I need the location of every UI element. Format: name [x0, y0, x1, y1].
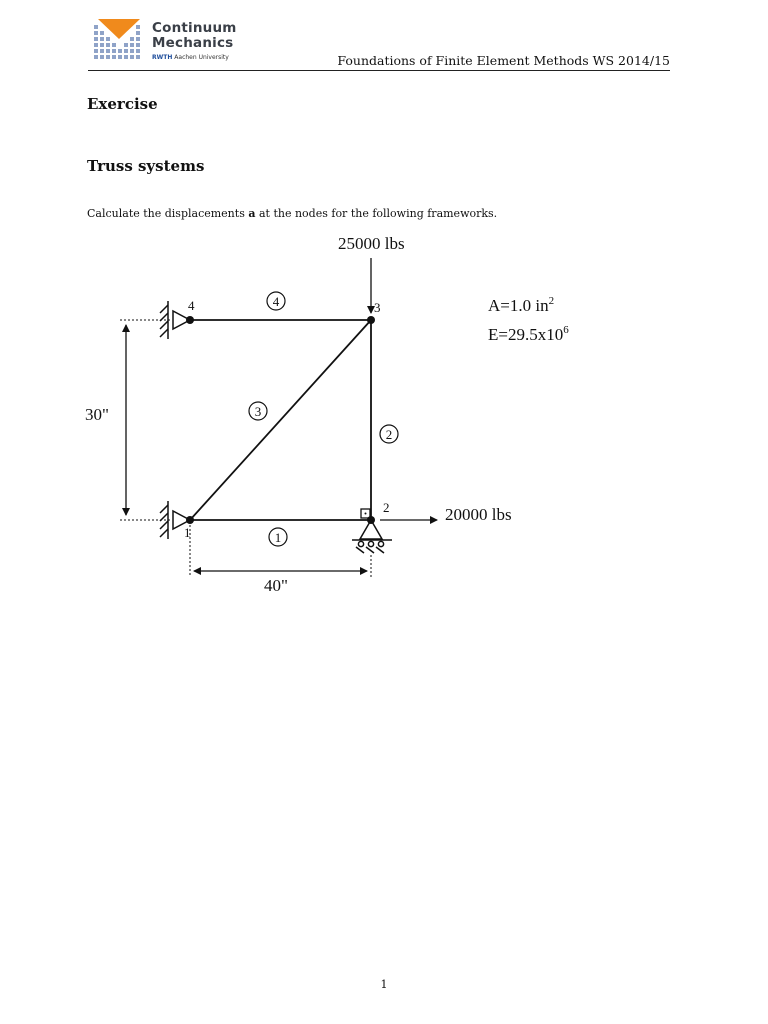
modulus-label: $E=29.5x10^6$ — [488, 324, 569, 344]
logo-emblem-icon — [92, 17, 146, 65]
continuum-mechanics-logo — [92, 17, 272, 65]
roller-support-node-2 — [352, 520, 392, 553]
node-label-1: 1 — [184, 525, 191, 540]
node-label-2: 2 — [383, 500, 390, 515]
page-number: 1 — [380, 978, 388, 991]
svg-text:1: 1 — [274, 530, 282, 545]
logo-subtitle: RWTH Aachen University — [152, 54, 229, 61]
intro-text: Calculate the displacements a at the nodes for the following frameworks. — [87, 207, 498, 220]
subsection-title: Truss systems — [87, 157, 205, 175]
height-dimension-label: 30" — [85, 405, 109, 424]
horizontal-load-label: 20000 lbs — [445, 505, 512, 524]
truss-figure — [80, 225, 600, 605]
header-rule — [88, 70, 670, 71]
area-label: A=1.0 $in^2$ — [488, 295, 555, 315]
node-label-3: 3 — [374, 300, 381, 315]
member-3 — [190, 320, 371, 520]
width-dimension-label: 40" — [264, 576, 288, 595]
element-label-4 — [267, 292, 285, 310]
svg-text:3: 3 — [254, 404, 262, 419]
node-label-4: 4 — [188, 298, 195, 313]
svg-text:2: 2 — [385, 427, 393, 442]
element-label-2 — [380, 425, 398, 443]
svg-text:4: 4 — [272, 294, 280, 309]
node-3 — [367, 316, 375, 324]
vertical-load-label: 25000 lbs — [338, 234, 405, 253]
element-label-3 — [249, 402, 267, 420]
section-title: Exercise — [87, 95, 158, 113]
page-header — [0, 0, 768, 80]
course-title: Foundations of Finite Element Methods WS 2014/15 — [337, 53, 670, 68]
logo-title: Continuum Mechanics — [152, 20, 237, 51]
element-label-1 — [269, 528, 287, 546]
